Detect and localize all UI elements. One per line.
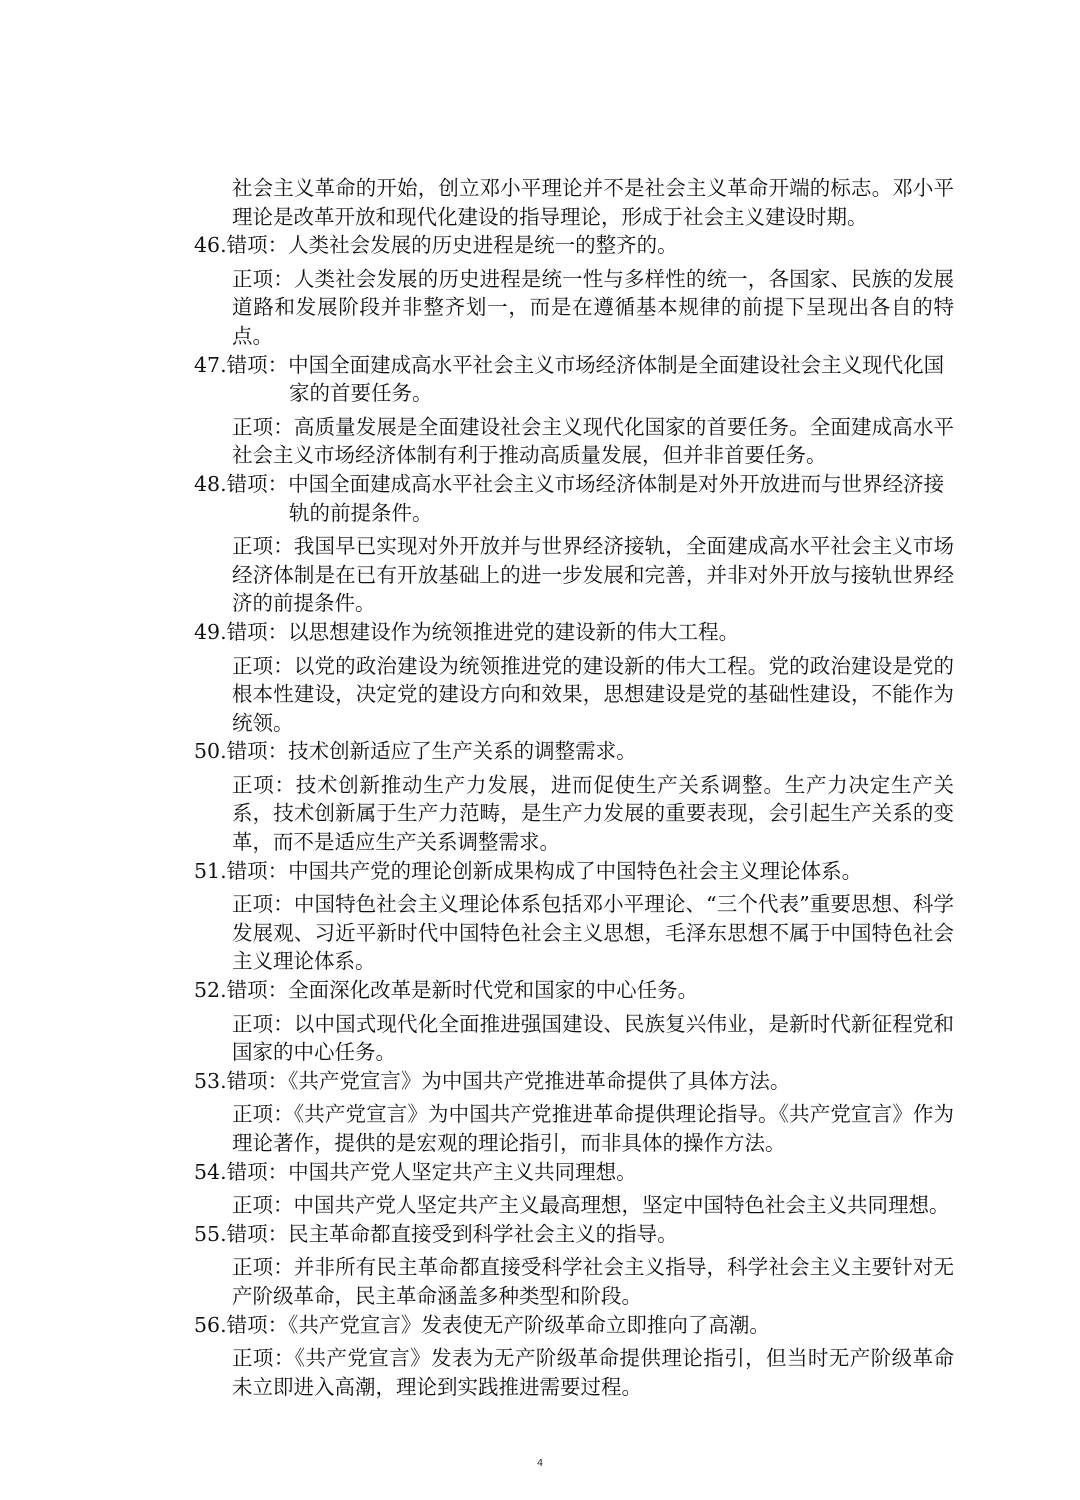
item-number: 52.: [194, 978, 227, 1003]
list-item: [194, 737, 954, 856]
item-list: [194, 231, 954, 1401]
wrong-statement-text: 错项：中国共产党的理论创新成果构成了中国特色社会主义理论体系。: [226, 858, 863, 883]
wrong-statement: [194, 618, 954, 647]
wrong-statement-text: 错项：中国共产党人坚定共产主义共同理想。: [226, 1159, 637, 1184]
wrong-statement: [194, 1220, 954, 1249]
item-number: 55.: [194, 1221, 227, 1246]
list-item: [194, 618, 954, 737]
correct-statement: 正项：以中国式现代化全面推进强国建设、民族复兴伟业，是新时代新征程党和国家的中心任务。: [232, 1011, 954, 1065]
wrong-statement-text: 错项：人类社会发展的历史进程是统一的整齐的。: [226, 233, 678, 258]
list-item: [194, 1220, 954, 1311]
list-item: [194, 1158, 954, 1220]
list-item: [194, 470, 954, 618]
wrong-statement: [194, 737, 954, 766]
list-item: [194, 857, 954, 976]
wrong-statement-text: 错项：以思想建设作为统领推进党的建设新的伟大工程。: [226, 619, 740, 644]
wrong-statement-text: 错项：技术创新适应了生产关系的调整需求。: [226, 739, 637, 764]
list-item: [194, 351, 954, 470]
correct-statement: 正项：中国特色社会主义理论体系包括邓小平理论、“三个代表”重要思想、科学发展观、习近平新时代中国特色社会主义思想，毛泽东思想不属于中国特色社会主义理论体系。: [232, 892, 954, 974]
wrong-statement: [194, 231, 954, 260]
correct-statement: 正项：《共产党宣言》发表为无产阶级革命提供理论指引，但当时无产阶级革命未立即进入高潮，理论到实践推进需要过程。: [232, 1346, 954, 1399]
wrong-statement: [194, 857, 954, 886]
page-number: 4: [536, 1458, 544, 1469]
list-item: [194, 231, 954, 350]
item-number: 48.: [194, 471, 227, 496]
correct-statement: 正项：人类社会发展的历史进程是统一性与多样性的统一，各国家、民族的发展道路和发展阶段并非整齐划一，而是在遵循基本规律的前提下呈现出各自的特点。: [232, 266, 954, 348]
item-number: 56.: [194, 1312, 227, 1337]
wrong-statement-text: 错项：中国全面建成高水平社会主义市场经济体制是对外开放进而与世界经济接轨的前提条件。: [226, 471, 945, 525]
item-number: 49.: [194, 619, 227, 644]
correct-statement: 正项：高质量发展是全面建设社会主义现代化国家的首要任务。全面建成高水平社会主义市场经济体制有利于推动高质量发展，但并非首要任务。: [232, 414, 954, 468]
correct-statement: 正项：《共产党宣言》为中国共产党推进革命提供理论指导。《共产党宣言》作为理论著作，提供的是宏观的理论指引，而非具体的操作方法。: [232, 1102, 954, 1155]
item-number: 51.: [194, 858, 227, 883]
document-body: [194, 174, 954, 1401]
wrong-statement: [194, 351, 954, 408]
wrong-statement: [194, 976, 954, 1005]
correct-statement: 正项：我国早已实现对外开放并与世界经济接轨，全面建成高水平社会主义市场经济体制是在已有开放基础上的进一步发展和完善，并非对外开放与接轨世界经济的前提条件。: [232, 534, 954, 616]
correct-statement: 正项：以党的政治建设为统领推进党的建设新的伟大工程。党的政治建设是党的根本性建设，决定党的建设方向和效果，思想建设是党的基础性建设，不能作为统领。: [232, 653, 954, 735]
item-number: 50.: [194, 739, 227, 764]
list-item: [194, 1067, 954, 1158]
list-item: [194, 976, 954, 1067]
wrong-statement: [194, 1067, 954, 1096]
wrong-statement-text: 错项：民主革命都直接受到科学社会主义的指导。: [226, 1221, 678, 1246]
wrong-statement-text: 错项：《共产党宣言》为中国共产党推进革命提供了具体方法。: [226, 1068, 791, 1093]
wrong-statement: [194, 470, 954, 527]
continuation-paragraph: 社会主义革命的开始，创立邓小平理论并不是社会主义革命开端的标志。邓小平理论是改革开放和现代化建设的指导理论，形成于社会主义建设时期。: [232, 176, 954, 229]
item-number: 53.: [194, 1068, 227, 1093]
wrong-statement-text: 错项：中国全面建成高水平社会主义市场经济体制是全面建设社会主义现代化国家的首要任务。: [226, 352, 945, 406]
correct-statement: 正项：中国共产党人坚定共产主义最高理想，坚定中国特色社会主义共同理想。: [232, 1193, 950, 1218]
correct-statement: 正项：并非所有民主革命都直接受科学社会主义指导，科学社会主义主要针对无产阶级革命，民主革命涵盖多种类型和阶段。: [232, 1255, 954, 1308]
list-item: [194, 1311, 954, 1402]
wrong-statement: [194, 1158, 954, 1187]
wrong-statement-text: 错项：《共产党宣言》发表使无产阶级革命立即推向了高潮。: [226, 1312, 770, 1337]
item-number: 46.: [194, 233, 227, 258]
wrong-statement-text: 错项：全面深化改革是新时代党和国家的中心任务。: [226, 978, 699, 1003]
wrong-statement: [194, 1311, 954, 1340]
item-number: 54.: [194, 1159, 227, 1184]
item-number: 47.: [194, 352, 227, 377]
correct-statement: 正项：技术创新推动生产力发展，进而促使生产关系调整。生产力决定生产关系，技术创新属于生产力范畴，是生产力发展的重要表现，会引起生产关系的变革，而不是适应生产关系调整需求。: [232, 772, 954, 855]
